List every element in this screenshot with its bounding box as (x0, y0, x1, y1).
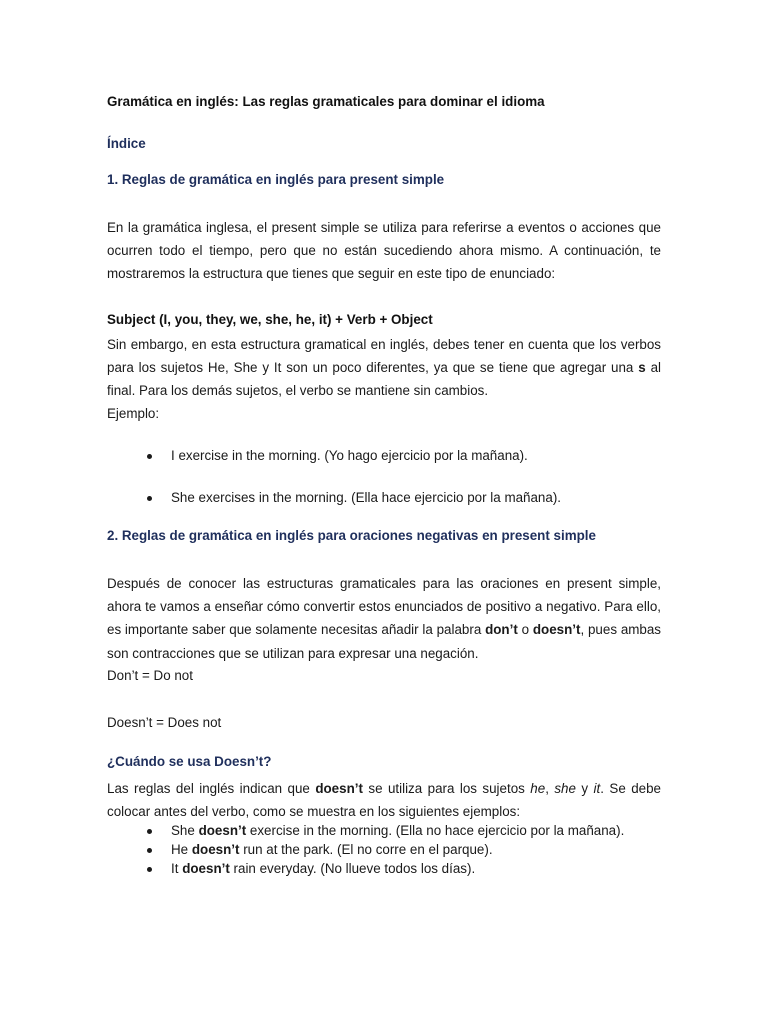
rule-text-3: . Se debe colocar antes del verbo, como se muestra en los siguientes ejemplos: (107, 781, 661, 820)
index-heading: Índice (107, 136, 146, 151)
rule-text-2: se utiliza para los sujetos (362, 781, 531, 796)
example-subject: He (171, 842, 189, 857)
bullet-icon (147, 829, 152, 834)
section1-structure: Subject (I, you, they, we, she, he, it) + Verb + Object (107, 312, 433, 327)
rule-text-1: Las reglas del inglés indican que (107, 781, 316, 796)
intro-text-1: Después de conocer las estructuras gramaticales para las oraciones en present simple, ahora te vamos a enseñar cómo convertir estos enunciados de positivo a negativo. Para ello, es importante saber que solamente necesitas añadir la palabra (107, 576, 661, 638)
section2-heading: 2. Reglas de gramática en inglés para oraciones negativas en present simple (107, 528, 596, 543)
note-bold-s: s (638, 360, 646, 376)
section1-note (107, 333, 661, 403)
example-rest: exercise in the morning. (Ella no hace ejercicio por la mañana). (246, 823, 625, 838)
example-negation: doesn’t (191, 842, 240, 857)
intro-text-2: o (517, 622, 533, 638)
example-negation: doesn’t (198, 823, 247, 838)
rule-italic-she: she (554, 781, 576, 796)
bullet-icon (147, 496, 152, 501)
bullet-icon (147, 454, 152, 459)
list-item (107, 444, 661, 467)
example-text: She exercises in the morning. (Ella hace ejercicio por la mañana). (171, 490, 562, 505)
example-subject: It (171, 861, 179, 876)
section1-example-list (107, 444, 661, 467)
section1-intro: En la gramática inglesa, el present simple se utiliza para referirse a eventos o acciones que ocurren todo el tiempo, pero que no están sucediendo ahora mismo. A continuación, te mostraremos la estructura que tienes que seguir en este tipo de enunciado: (107, 220, 661, 282)
bullet-icon (147, 848, 152, 853)
example-rest: rain everyday. (No llueve todos los días). (229, 861, 476, 876)
section2-intro (107, 572, 661, 665)
rule-bold-doesnt: doesn’t (315, 781, 363, 796)
list-item (107, 486, 661, 509)
list-item (107, 859, 661, 878)
dont-definition: Don’t = Do not (107, 668, 193, 683)
rule-italic-he: he (530, 781, 546, 796)
rule-y: y (575, 781, 594, 796)
section1-example-label: Ejemplo: (107, 406, 160, 421)
list-item (107, 840, 661, 859)
list-item (107, 821, 661, 840)
intro-bold-dont: don’t (485, 622, 518, 638)
bullet-icon (147, 867, 152, 872)
note-text-1: Sin embargo, en esta estructura gramatical en inglés, debes tener en cuenta que los verbos para los sujetos He, She y It son un poco diferentes, ya que se tiene que agregar una (107, 337, 661, 376)
intro-bold-doesnt: doesn’t (532, 622, 581, 638)
section2-subheading: ¿Cuándo se usa Doesn’t? (107, 754, 272, 769)
document-title: Gramática en inglés: Las reglas gramaticales para dominar el idioma (107, 94, 545, 109)
section1-example-list-2 (107, 486, 661, 509)
section2-example-list (107, 821, 661, 878)
rule-comma: , (545, 781, 555, 796)
section1-heading: 1. Reglas de gramática en inglés para present simple (107, 172, 445, 187)
example-text: I exercise in the morning. (Yo hago ejercicio por la mañana). (171, 448, 528, 463)
rule-italic-it: it (593, 781, 601, 796)
example-negation: doesn’t (182, 861, 230, 876)
example-subject: She (171, 823, 195, 838)
intro-text-3: , pues ambas son contracciones que se utilizan para expresar una negación. (107, 622, 662, 661)
example-rest: run at the park. (El no corre en el parque). (239, 842, 493, 857)
note-text-2: al final. Para los demás sujetos, el verbo se mantiene sin cambios. (107, 360, 661, 399)
doesnt-definition: Doesn’t = Does not (107, 715, 222, 730)
section2-rule (107, 777, 661, 823)
